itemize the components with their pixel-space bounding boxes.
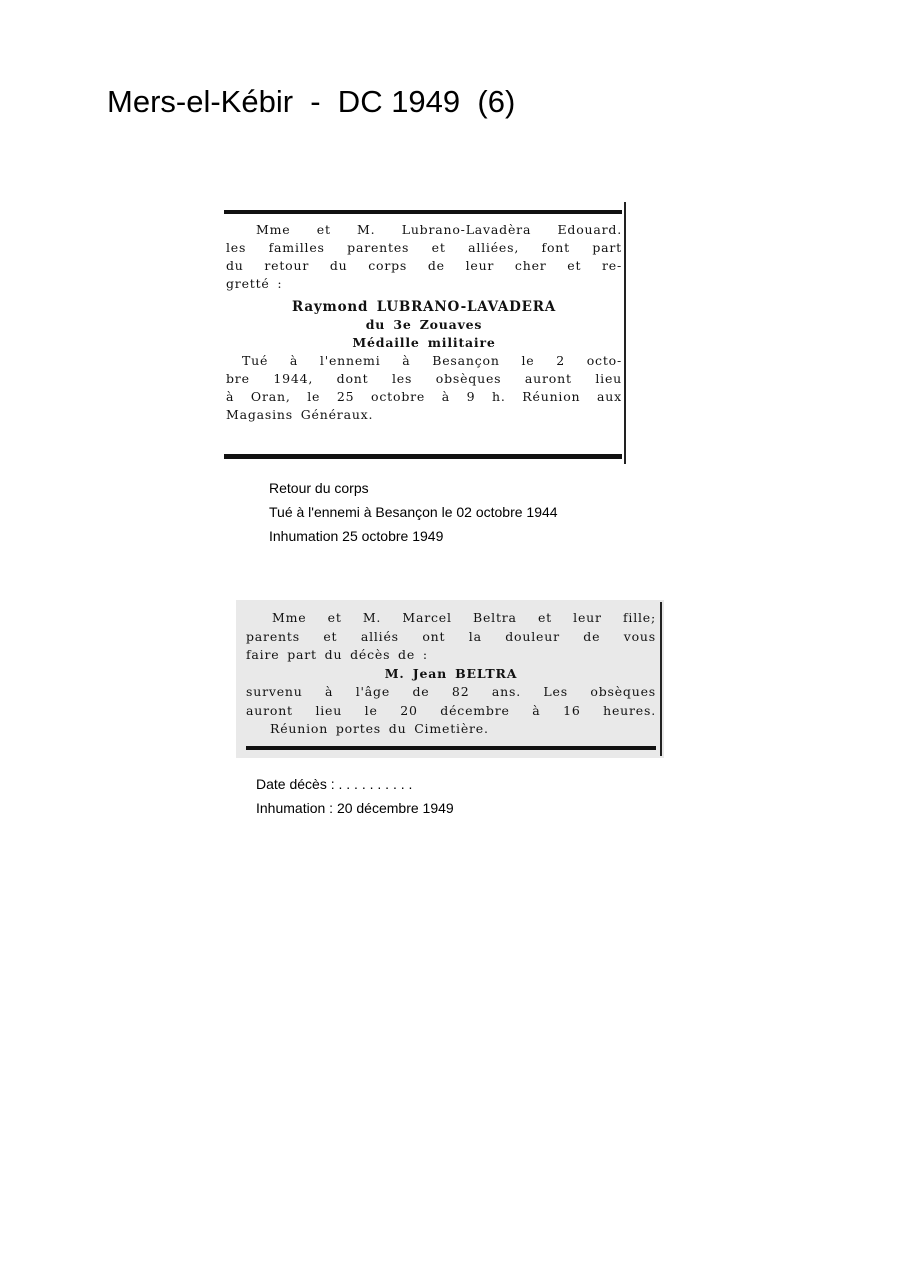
clipping-line: parents et alliés ont la douleur de vous [246,628,656,644]
deceased-name: Raymond LUBRANO-LAVADERA [292,299,556,315]
clipping-line: à Oran, le 25 octobre à 9 h. Réunion aux [226,389,622,404]
deceased-medal: Médaille militaire [352,335,496,350]
clipping-bottom-rule [246,746,656,750]
annotation-beltra [256,772,454,820]
page-title: Mers-el-Kébir - DC 1949 (6) [107,84,516,119]
clipping-line: Tué à l'ennemi à Besançon le 2 octo- [242,353,622,368]
clipping-line: les familles parentes et alliées, font part [226,240,622,255]
clipping-column-rule [624,202,626,464]
clipping-line: Magasins Généraux. [226,407,374,422]
clipping-text [226,221,622,424]
annotation-line: Inhumation : 20 décembre 1949 [256,800,454,816]
clipping-column-rule [660,602,662,756]
clipping-line: Réunion portes du Cimetière. [270,721,489,736]
clipping-line: bre 1944, dont les obsèques auront lieu [226,371,622,386]
deceased-name: M. Jean BELTRA [384,665,518,681]
clipping-line: du retour du corps de leur cher et re- [226,258,622,273]
annotation-lubrano [269,476,558,548]
annotation-line: Inhumation 25 octobre 1949 [269,528,444,544]
annotation-line: Tué à l'ennemi à Besançon le 02 octobre 1944 [269,504,558,520]
clipping-top-rule [224,210,622,214]
clipping-line: Mme et M. Marcel Beltra et leur fille; [272,610,656,625]
clipping-bottom-rule [224,454,622,459]
clipping-line: gretté : [226,276,283,291]
newspaper-clipping-lubrano [222,200,628,465]
clipping-line: survenu à l'âge de 82 ans. Les obsèques [246,684,656,699]
newspaper-clipping-beltra [236,600,664,758]
clipping-line: auront lieu le 20 décembre à 16 heures. [246,702,656,718]
clipping-text [246,609,656,739]
clipping-line: faire part du décès de : [246,647,428,662]
annotation-line: Date décès : . . . . . . . . . . [256,776,413,792]
annotation-line: Retour du corps [269,480,369,496]
deceased-regiment: du 3e Zouaves [365,317,483,332]
clipping-line: Mme et M. Lubrano-Lavadèra Edouard. [256,222,622,237]
